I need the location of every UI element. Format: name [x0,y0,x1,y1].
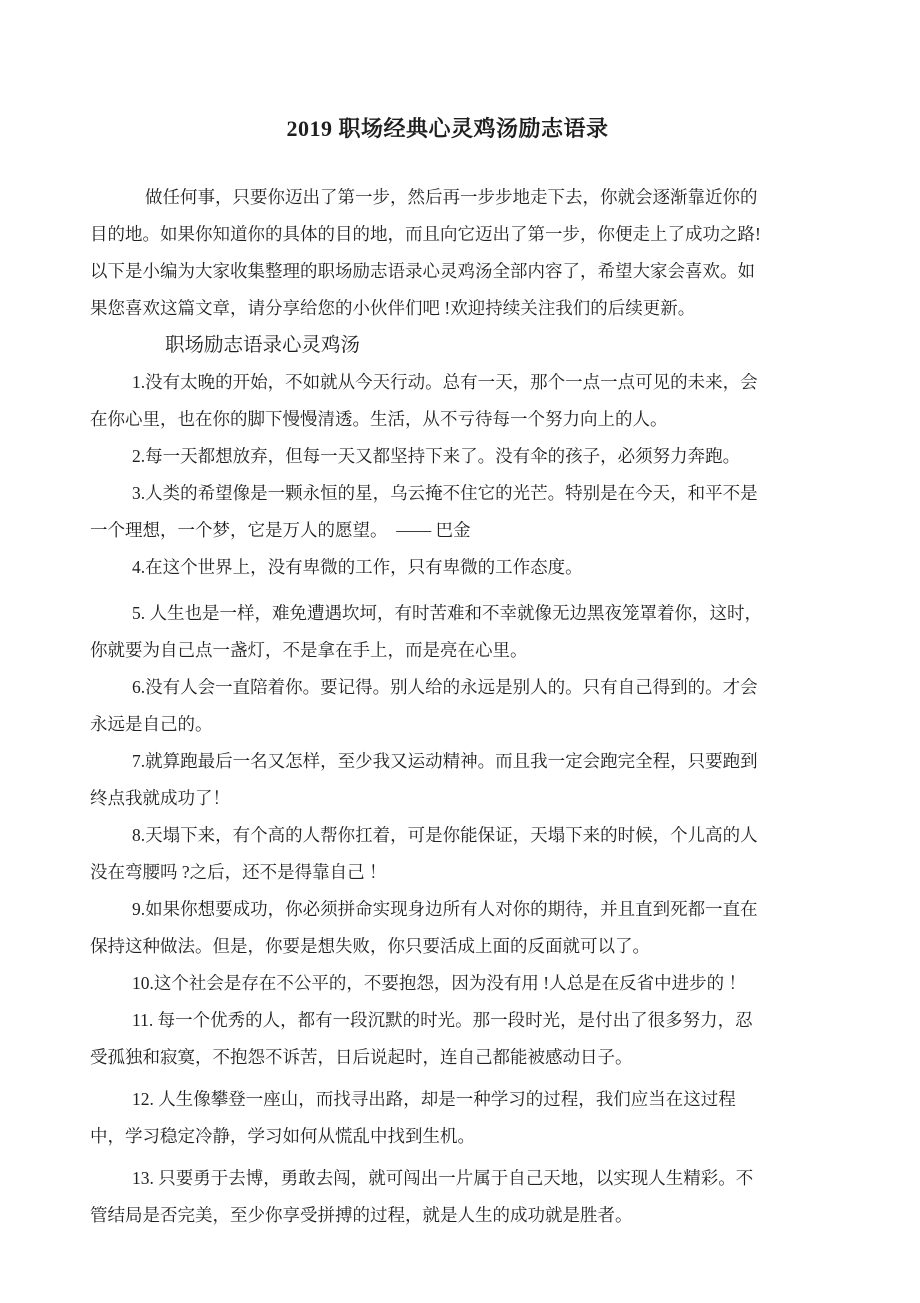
quote-paragraph-3: 3.人类的希望像是一颗永恒的星，乌云掩不住它的光芒。特别是在今天，和平不是一个理想，一个梦，它是万人的愿望。 —— 巴金 [90,483,758,540]
quote-paragraph-12: 12. 人生像攀登一座山，而找寻出路，却是一种学习的过程，我们应当在这过程中，学习稳定冷静，学习如何从慌乱中找到生机。 [90,1089,736,1146]
quote-paragraph-2: 2.每一天都想放弃，但每一天又都坚持下来了。没有伞的孩子，必须努力奔跑。 [132,446,741,466]
quote-paragraph-11: 11. 每一个优秀的人，都有一段沉默的时光。那一段时光，是付出了很多努力，忍受孤独和寂寞，不抱怨不诉苦，日后说起时，连自己都能被感动日子。 [90,1010,753,1067]
section-heading: 职场励志语录心灵鸡汤 [165,335,361,356]
quote-paragraph-6: 6.没有人会一直陪着你。要记得。别人给的永远是别人的。只有自己得到的。才会永远是自己的。 [90,677,758,734]
quote-paragraph-7: 7.就算跑最后一名又怎样，至少我又运动精神。而且我一定会跑完全程，只要跑到终点我就成功了！ [90,751,758,808]
quote-paragraph-1: 1.没有太晚的开始，不如就从今天行动。总有一天，那个一点一点可见的未来，会在你心里，也在你的脚下慢慢清透。生活，从不亏待每一个努力向上的人。 [90,372,758,429]
intro-paragraph: 做任何事，只要你迈出了第一步，然后再一步步地走下去，你就会逐渐靠近你的目的地。如果你知道你的具体的目的地，而且向它迈出了第一步，你便走上了成功之路!以下是小编为大家收集整理的职场励志语录心灵鸡汤全部内容了，希望大家会喜欢。如果您喜欢这篇文章，请分享给您的小伙伴们吧 !欢迎持续关注我们的后续更新。 [90,187,761,318]
quote-paragraph-4: 4.在这个世界上，没有卑微的工作，只有卑微的工作态度。 [132,557,583,577]
document-title: 2019 职场经典心灵鸡汤励志语录 [286,116,609,141]
quote-paragraph-13: 13. 只要勇于去博，勇敢去闯，就可闯出一片属于自己天地，以实现人生精彩。不管结局是否完美，至少你享受拼搏的过程，就是人生的成功就是胜者。 [90,1168,754,1225]
quote-paragraph-5: 5. 人生也是一样，难免遭遇坎坷，有时苦难和不幸就像无边黑夜笼罩着你，这时，你就要为自己点一盏灯，不是拿在手上，而是亮在心里。 [90,603,762,660]
quote-paragraph-9: 9.如果你想要成功，你必须拼命实现身边所有人对你的期待，并且直到死都一直在保持这种做法。但是，你要是想失败，你只要活成上面的反面就可以了。 [90,899,758,956]
quote-paragraph-10: 10.这个社会是存在不公平的，不要抱怨，因为没有用 !人总是在反省中进步的 ！ [132,973,746,993]
quote-paragraph-8: 8.天塌下来，有个高的人帮你扛着，可是你能保证，天塌下来的时候，个儿高的人没在弯腰吗 ?之后，还不是得靠自己 ！ [90,825,758,882]
